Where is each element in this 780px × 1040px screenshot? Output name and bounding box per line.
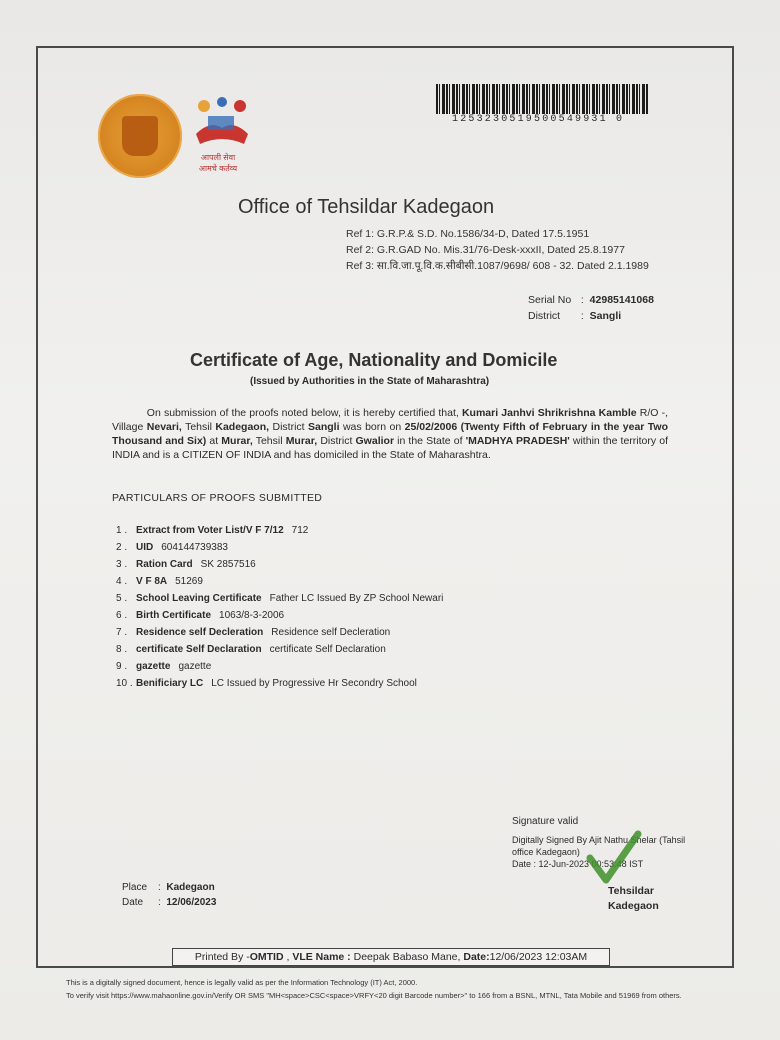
proof-item — [116, 522, 443, 539]
printed-omtid: OMTID — [249, 951, 284, 963]
proof-number: 6 . — [116, 610, 128, 621]
proof-value: Father LC Issued By ZP School Newari — [269, 593, 444, 604]
proof-item — [116, 624, 443, 641]
ref-3: Ref 3: सा.वि.जा.पू.वि.क.सीबीसी.1087/9698/ 608 - 32. Dated 2.1.1989 — [346, 260, 649, 272]
proof-number: 3 . — [116, 559, 128, 570]
body-text-2: R/O -, Village — [112, 407, 669, 433]
proof-type: Residence self Decleration — [136, 627, 264, 638]
proof-number: 8 . — [116, 644, 128, 655]
place-value: Kadegaon — [166, 882, 215, 893]
footer-line-2: To verify visit https://www.mahaonline.gov.in/Verify OR SMS "MH<space>CSC<space>VRFY<20 digit Barcode number>" to 166 from a BSNL, MTNL, Tata Mobile and 51969 from others. — [66, 991, 682, 1000]
certificate-subtitle: (Issued by Authorities in the State of Maharashtra) — [250, 376, 490, 387]
date-value: 12/06/2023 — [166, 897, 217, 908]
birth-tehsil-value: Murar, — [285, 435, 318, 447]
district-value: Sangli — [589, 310, 622, 322]
proof-item — [116, 607, 443, 624]
birth-state-value: 'MADHYA PRADESH' — [465, 435, 570, 447]
proof-type: Benificiary LC — [136, 678, 204, 689]
certificate-body — [112, 406, 668, 462]
signature-line-1: Digitally Signed By Ajit Nathu Shelar (Tahsil — [512, 835, 686, 845]
printed-by-bar: Printed By -OMTID , VLE Name : Deepak Babaso Mane, Date:12/06/2023 12:03AM — [172, 948, 610, 966]
proof-number: 1 . — [116, 525, 128, 536]
proof-value: LC Issued by Progressive Hr Secondry School — [211, 678, 417, 689]
barcode — [436, 84, 648, 114]
footer-notes — [66, 976, 736, 1002]
proof-value: 604144739383 — [161, 542, 228, 553]
signature-line-2: office Kadegaon) — [512, 847, 580, 857]
proof-type: gazette — [136, 661, 171, 672]
printed-date-label: Date: — [463, 951, 490, 963]
printed-date-value: 12/06/2023 12:03AM — [489, 951, 588, 963]
proof-number: 5 . — [116, 593, 128, 604]
applicant-name: Kumari Janhvi Shrikrishna Kamble — [461, 407, 637, 419]
signature-valid-label: Signature valid — [512, 816, 579, 827]
body-text-10: within the territory of INDIA and is a CITIZEN OF INDIA and has domiciled in the State of Maharashtra. — [112, 435, 668, 461]
proof-value: gazette — [178, 661, 212, 672]
proof-value: certificate Self Declaration — [269, 644, 386, 655]
printed-vle-name: Deepak Babaso Mane, — [353, 951, 461, 963]
proofs-list — [116, 522, 443, 692]
signatory-designation: Tehsildar — [608, 885, 654, 897]
proof-item — [116, 590, 443, 607]
proof-item — [116, 658, 443, 675]
date-of-birth: 25/02/2006 (Twenty Fifth of February in the year Two Thousand and Six) — [112, 421, 669, 447]
signatory-block — [608, 884, 659, 914]
references — [346, 226, 649, 274]
body-text-4: District — [272, 421, 305, 433]
proof-type: UID — [136, 542, 154, 553]
proof-number: 7 . — [116, 627, 128, 638]
body-text-6: at — [209, 435, 219, 447]
proof-item — [116, 539, 443, 556]
maharashtra-seal-icon — [98, 94, 182, 178]
proof-number: 10 . — [116, 678, 133, 689]
serial-block: Serial No : 42985141068 District : Sangli — [528, 294, 654, 322]
body-text-5: was born on — [342, 421, 402, 433]
body-text-1: On submission of the proofs noted below, it is hereby certified that, — [146, 407, 459, 419]
body-text-9: in the State of — [397, 435, 463, 447]
body-text-7: Tehsil — [255, 435, 283, 447]
signatory-place: Kadegaon — [608, 900, 659, 912]
particulars-heading: PARTICULARS OF PROOFS SUBMITTED — [112, 492, 323, 504]
date-label: Date — [122, 897, 144, 908]
birthplace-value: Murar, — [221, 435, 253, 447]
proof-type: Birth Certificate — [136, 610, 212, 621]
tehsil-value: Kadegaon, — [215, 421, 270, 433]
district-inline: Sangli — [308, 421, 340, 433]
place-label: Place — [122, 882, 148, 893]
signature-line-3: Date : 12-Jun-2023 00:53:48 IST — [512, 859, 644, 869]
village-value: Nevari, — [146, 421, 182, 433]
place-date-block: Place : Kadegaon Date : 12/06/2023 — [122, 882, 217, 908]
certificate-title: Certificate of Age, Nationality and Domicile — [190, 350, 558, 370]
logo-tagline-line1: आपली सेवा — [200, 153, 236, 162]
proof-item — [116, 641, 443, 658]
ref-2: Ref 2: G.R.GAD No. Mis.31/76-Desk-xxxII, Dated 25.8.1977 — [346, 244, 625, 256]
proof-item — [116, 573, 443, 590]
birth-district-value: Gwalior — [355, 435, 395, 447]
footer-line-1: This is a digitally signed document, hence is legally valid as per the Information Technology (IT) Act, 2000. — [66, 978, 418, 987]
proof-type: Extract from Voter List/V F 7/12 — [136, 525, 284, 536]
proof-value: 712 — [291, 525, 309, 536]
proof-item — [116, 556, 443, 573]
logo-tagline — [195, 152, 241, 174]
serial-label: Serial No — [528, 294, 572, 306]
proof-value: 1063/8-3-2006 — [219, 610, 285, 621]
proof-value: 51269 — [175, 576, 203, 587]
ref-1: Ref 1: G.R.P.& S.D. No.1586/34-D, Dated 17.5.1951 — [346, 228, 590, 240]
printed-vle-label: VLE Name : — [292, 951, 351, 963]
proof-type: School Leaving Certificate — [136, 593, 262, 604]
body-text-8: District — [320, 435, 353, 447]
proof-value: Residence self Decleration — [271, 627, 391, 638]
logo-tagline-line2: आमचे कर्तव्य — [198, 164, 238, 173]
proof-value: SK 2857516 — [200, 559, 256, 570]
proof-number: 9 . — [116, 661, 128, 672]
barcode-number: 1253230519500549931 0 — [452, 114, 625, 125]
printed-prefix: Printed By - — [194, 951, 250, 963]
green-check-icon — [586, 828, 642, 888]
proof-item — [116, 675, 443, 692]
proof-type: certificate Self Declaration — [136, 644, 262, 655]
serial-value: 42985141068 — [589, 294, 654, 306]
office-title: Office of Tehsildar Kadegaon — [238, 196, 495, 218]
proof-number: 4 . — [116, 576, 128, 587]
body-text-3: Tehsil — [185, 421, 212, 433]
district-label: District — [528, 310, 561, 322]
proof-type: V F 8A — [136, 576, 168, 587]
proof-type: Ration Card — [136, 559, 193, 570]
proof-number: 2 . — [116, 542, 128, 553]
